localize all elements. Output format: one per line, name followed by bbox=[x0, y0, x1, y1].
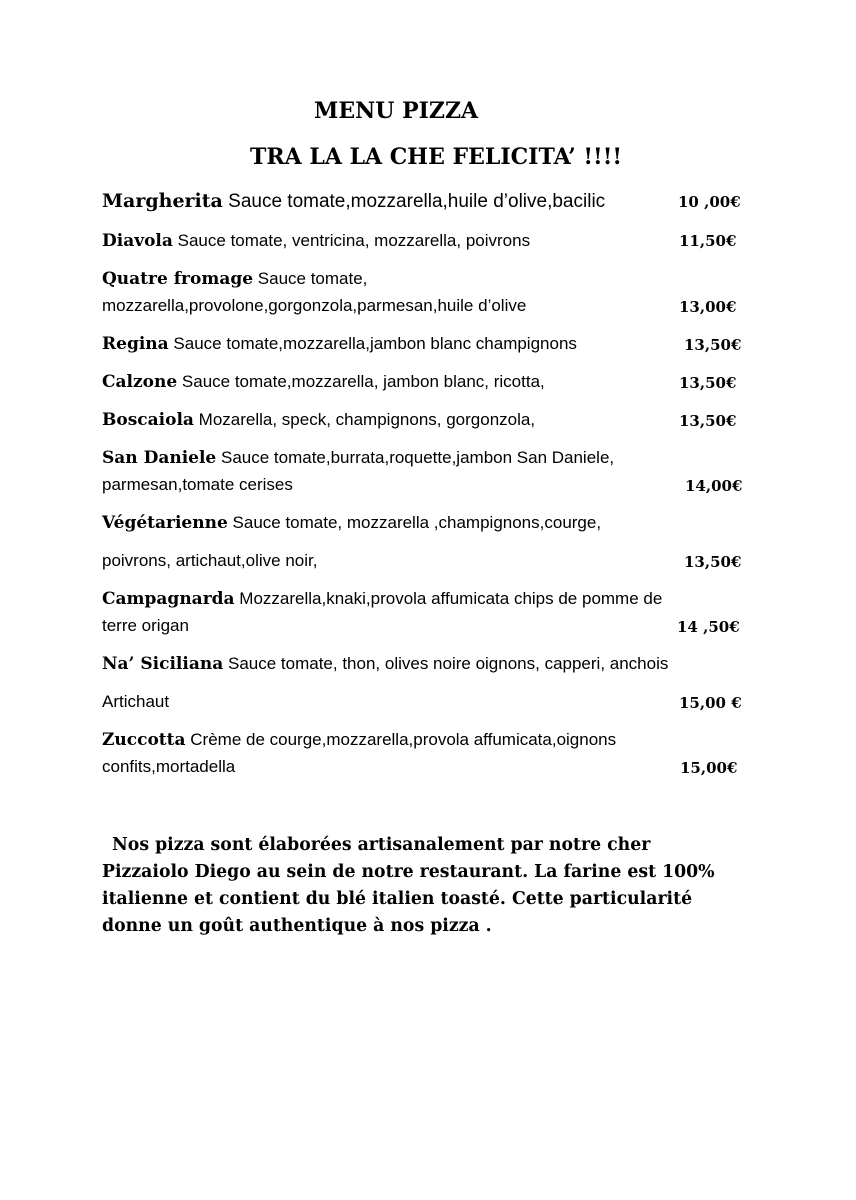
menu-item-boscaiola bbox=[102, 409, 535, 431]
item-price: 10 ,00€ bbox=[678, 193, 741, 211]
item-description: Sauce tomate, bbox=[257, 269, 368, 288]
item-name: Végétarienne bbox=[102, 513, 228, 533]
item-description: Crème de courge,mozzarella,provola affumicata,oignons bbox=[190, 730, 617, 749]
item-description: Sauce tomate, ventricina, mozzarella, poivrons bbox=[177, 231, 531, 250]
item-description-cont: parmesan,tomate cerises bbox=[102, 475, 293, 494]
note-line: donne un goût authentique à nos pizza . bbox=[102, 916, 492, 936]
item-name: Margherita bbox=[102, 190, 223, 212]
item-description: Sauce tomate, thon, olives noire oignons, capperi, anchois bbox=[227, 654, 669, 673]
item-description: Sauce tomate,mozzarella,jambon blanc champignons bbox=[173, 334, 577, 353]
menu-item-vegetarienne bbox=[102, 512, 601, 534]
item-description-cont: confits,mortadella bbox=[102, 757, 236, 776]
item-price: 11,50€ bbox=[679, 232, 737, 250]
note-line: Pizzaiolo Diego au sein de notre restaurant. La farine est 100% bbox=[102, 862, 715, 882]
item-description: Sauce tomate, mozzarella ,champignons,courge, bbox=[232, 513, 602, 532]
item-name: Zuccotta bbox=[102, 730, 186, 750]
item-price: 14,00€ bbox=[685, 477, 743, 495]
menu-item-calzone bbox=[102, 371, 545, 393]
item-description: Sauce tomate,mozzarella, jambon blanc, ricotta, bbox=[181, 372, 545, 391]
menu-item-san-daniele bbox=[102, 447, 614, 469]
item-price: 13,00€ bbox=[679, 298, 737, 316]
item-price: 13,50€ bbox=[679, 412, 737, 430]
item-description-cont: terre origan bbox=[102, 616, 189, 635]
item-description-cont: mozzarella,provolone,gorgonzola,parmesan,huile d’olive bbox=[102, 296, 527, 315]
note-line: Nos pizza sont élaborées artisanalement par notre cher bbox=[112, 835, 651, 855]
item-name: Campagnarda bbox=[102, 589, 235, 609]
menu-item-regina bbox=[102, 333, 577, 355]
menu-item-campagnarda bbox=[102, 588, 662, 610]
note-line: italienne et contient du blé italien toasté. Cette particularité bbox=[102, 889, 693, 909]
artisan-note bbox=[102, 832, 762, 940]
item-name: Diavola bbox=[102, 231, 173, 251]
item-description: Sauce tomate,mozzarella,huile d’olive,bacilic bbox=[228, 191, 606, 212]
item-price: 15,00€ bbox=[680, 759, 738, 777]
menu-item-quatre-fromage bbox=[102, 268, 367, 290]
item-name: Na’ Siciliana bbox=[102, 654, 224, 674]
item-name: Calzone bbox=[102, 372, 178, 392]
item-name: San Daniele bbox=[102, 448, 217, 468]
item-price: 13,50€ bbox=[679, 374, 737, 392]
item-description-cont: poivrons, artichaut,olive noir, bbox=[102, 551, 318, 570]
menu-item-diavola bbox=[102, 230, 530, 252]
item-name: Regina bbox=[102, 334, 169, 354]
menu-item-na-siciliana bbox=[102, 653, 668, 675]
menu-subtitle: TRA LA LA CHE FELICITA’ !!!! bbox=[250, 144, 623, 170]
item-price: 13,50€ bbox=[684, 553, 742, 571]
item-description: Mozarella, speck, champignons, gorgonzola, bbox=[198, 410, 536, 429]
item-name: Quatre fromage bbox=[102, 269, 254, 289]
menu-title: MENU PIZZA bbox=[314, 98, 479, 124]
item-description: Mozzarella,knaki,provola affumicata chips de pomme de bbox=[239, 589, 663, 608]
item-description: Sauce tomate,burrata,roquette,jambon San Daniele, bbox=[220, 448, 615, 467]
menu-item-margherita bbox=[102, 190, 605, 213]
item-description-cont: Artichaut bbox=[102, 692, 170, 711]
item-price: 15,00 € bbox=[679, 694, 742, 712]
item-price: 13,50€ bbox=[684, 336, 742, 354]
item-name: Boscaiola bbox=[102, 410, 194, 430]
item-price: 14 ,50€ bbox=[677, 618, 740, 636]
menu-item-zuccotta bbox=[102, 729, 616, 751]
